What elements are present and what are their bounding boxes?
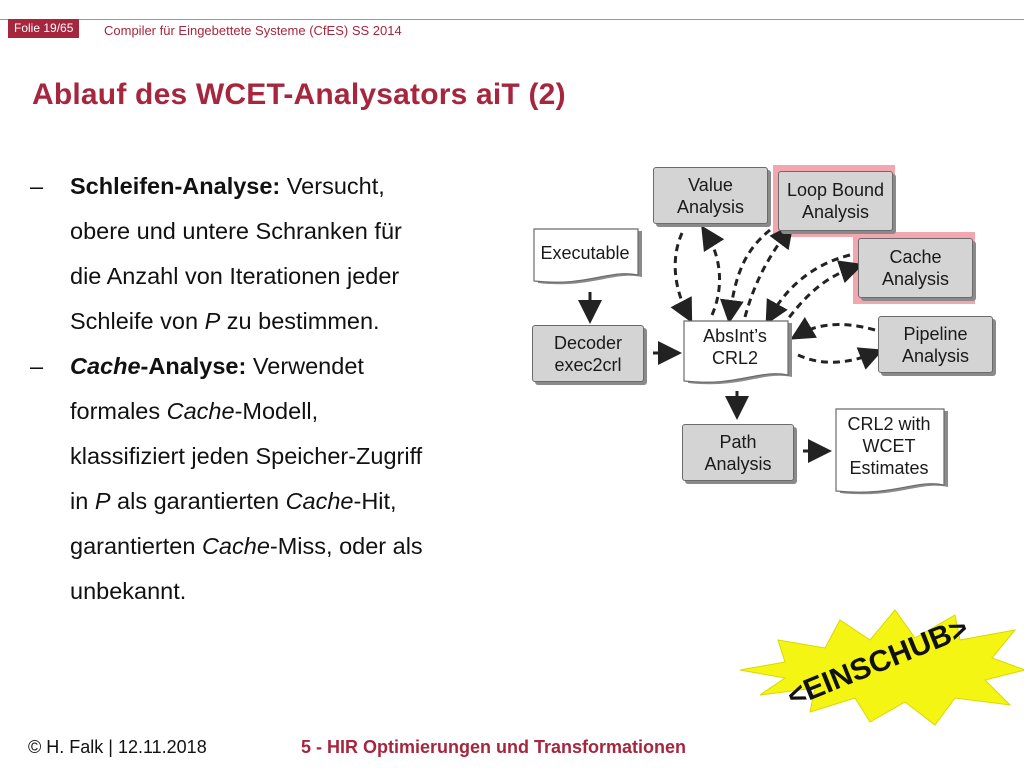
crl2-wcet-doc (834, 407, 946, 499)
bullet-text: P (94, 488, 111, 514)
loop-bound-line2: Analysis (801, 202, 870, 222)
bullet-text: Verwendet (246, 353, 364, 379)
slide-title: Ablauf des WCET-Analysators aiT (2) (32, 78, 566, 111)
crl2-label (682, 319, 788, 375)
value-analysis-line2: Analysis (676, 196, 745, 217)
bullet-text: -Analyse: (140, 353, 247, 379)
dashed-pipeline-right (798, 353, 875, 362)
path-line2: Analysis (704, 453, 772, 474)
pipeline-line1: Pipeline (903, 323, 968, 344)
bullet-text: Schleifen-Analyse: (70, 173, 281, 199)
cache-analysis-line1: Cache (889, 247, 942, 267)
bullet-text: Versucht, (280, 173, 385, 199)
bullet-text: in (70, 488, 95, 514)
loop-bound-line1: Loop Bound (786, 180, 885, 200)
crl2-wcet-line1: CRL2 with (847, 414, 931, 434)
crl2-line2: CRL2 (711, 348, 759, 368)
pipeline-analysis-box (878, 316, 993, 373)
wcet-flow-diagram (520, 155, 1010, 515)
bullet-text: unbekannt. (70, 578, 187, 604)
crl2-doc (682, 319, 790, 391)
crl2-wcet-line3: Estimates (849, 458, 929, 478)
einschub-label: <EINSCHUB> (782, 611, 973, 714)
cache-analysis-line2: Analysis (881, 269, 950, 289)
bullet-text: Cache (201, 533, 270, 559)
bullet-text: -Modell, (234, 398, 319, 424)
loop-bound-box (778, 171, 893, 231)
crl2-wcet-label (834, 407, 944, 485)
bullet-line (70, 479, 518, 524)
bullet-line (70, 209, 518, 254)
decoder-line1: Decoder (553, 332, 623, 353)
bullet-line (70, 389, 518, 434)
bullet-line (70, 569, 518, 614)
path-line1: Path (719, 431, 757, 452)
bullet-text: als garantierten (110, 488, 286, 514)
einschub-burst (730, 600, 1024, 730)
bullet-text: Schleife von (70, 308, 205, 334)
pipeline-line2: Analysis (901, 345, 970, 366)
crl2-wcet-line2: WCET (862, 436, 916, 456)
bullet-text: -Hit, (353, 488, 397, 514)
bullet-text: formales (70, 398, 167, 424)
dashed-value-up (706, 233, 720, 315)
bullet-text: Cache (166, 398, 235, 424)
bullet-line (70, 434, 518, 479)
bullet-line (70, 299, 518, 344)
bullet-text: zu bestimmen. (220, 308, 380, 334)
bullet-text: die Anzahl von Iterationen jeder (70, 263, 400, 289)
dashed-cache-down (770, 255, 850, 317)
bullet-text: P (204, 308, 221, 334)
footer-chapter: 5 - HIR Optimierungen und Transformationen (301, 737, 687, 757)
course-title: Compiler für Eingebettete Systeme (CfES) SS 2014 (104, 23, 402, 38)
bullet-text: garantierten (70, 533, 202, 559)
bullet-list (28, 164, 518, 614)
bullet-line (70, 164, 518, 209)
crl2-line1: AbsInt’s (703, 326, 767, 346)
dashed-pipeline-left (798, 325, 875, 335)
bullet-text: -Miss, oder als (269, 533, 423, 559)
footer-author: © H. Falk | 12.11.2018 (28, 737, 207, 757)
bullet-item (28, 344, 518, 614)
bullet-line (70, 524, 518, 569)
header-rule (0, 19, 1024, 20)
executable-doc (532, 227, 640, 291)
cache-analysis-box (858, 238, 973, 298)
path-analysis-box (682, 424, 794, 481)
value-analysis-box (653, 167, 768, 224)
bullet-text: klassifiziert jeden Speicher-Zugriff (70, 443, 423, 469)
value-analysis-line1: Value (688, 174, 733, 195)
bullet-text: Cache (70, 353, 141, 379)
dashed-cache-up (782, 267, 855, 327)
dashed-value-down (675, 233, 688, 315)
bullet-text: Cache (285, 488, 354, 514)
decoder-box (532, 325, 644, 382)
slide-counter: Folie 19/65 (8, 19, 79, 38)
bullet-text: obere und untere Schranken für (70, 218, 402, 244)
decoder-line2: exec2crl (554, 354, 622, 375)
bullet-line (70, 254, 518, 299)
bullet-line (70, 344, 518, 389)
bullet-dash: – (30, 353, 44, 379)
bullet-dash: – (30, 173, 44, 199)
executable-label: Executable (540, 243, 630, 263)
bullet-item (28, 164, 518, 344)
dashed-loop-up (745, 231, 788, 317)
